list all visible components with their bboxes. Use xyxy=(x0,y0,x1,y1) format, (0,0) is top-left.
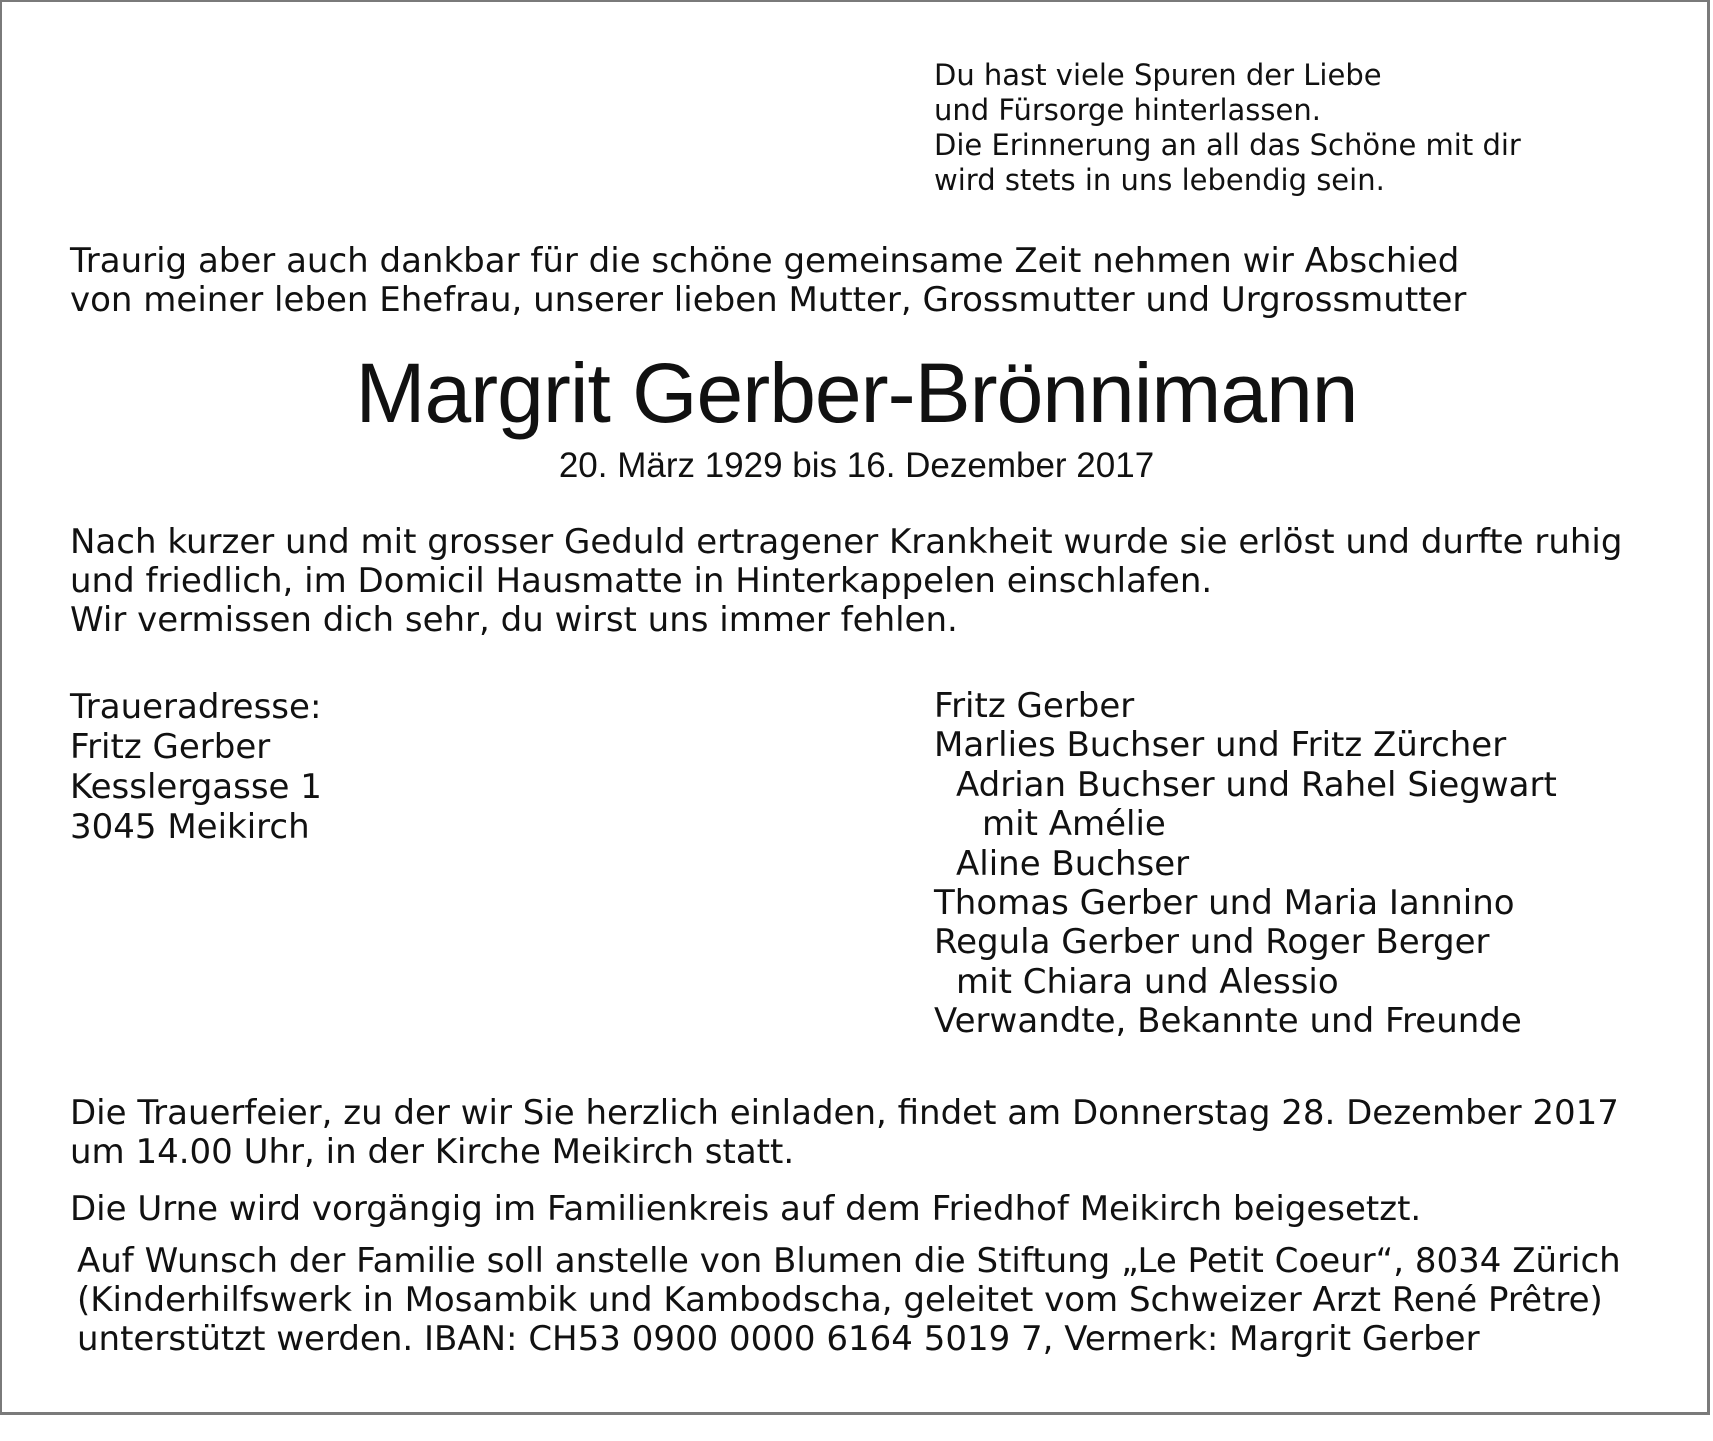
address-street: Kesslergasse 1 xyxy=(70,767,322,807)
message-line: Nach kurzer und mit grosser Geduld ertragener Krankheit wurde sie erlöst und durfte ruhig xyxy=(70,522,1623,562)
message-line: Wir vermissen dich sehr, du wirst uns immer fehlen. xyxy=(70,600,958,640)
intro-paragraph xyxy=(70,242,1466,320)
urn-line: Die Urne wird vorgängig im Familienkreis auf dem Friedhof Meikirch beigesetzt. xyxy=(70,1189,1422,1229)
message-paragraph xyxy=(70,523,1622,640)
service-line: um 14.00 Uhr, in der Kirche Meikirch statt. xyxy=(70,1132,795,1172)
donation-paragraph xyxy=(77,1242,1621,1359)
address-name: Fritz Gerber xyxy=(70,727,271,767)
life-dates: 20. März 1929 bis 16. Dezember 2017 xyxy=(558,446,1155,485)
mourner-entry: mit Chiara und Alessio xyxy=(956,961,1339,1002)
mourner-entry: Regula Gerber und Roger Berger xyxy=(934,922,1490,963)
mourners-list xyxy=(934,687,1557,1042)
intro-line: Traurig aber auch dankbar für die schöne gemeinsame Zeit nehmen wir Abschied xyxy=(70,241,1460,281)
mourner-entry: Thomas Gerber und Maria Iannino xyxy=(934,883,1515,924)
donation-line: unterstützt werden. IBAN: CH53 0900 0000 6164 5019 7, Vermerk: Margrit Gerber xyxy=(77,1319,1480,1359)
mourning-address xyxy=(70,687,322,847)
service-paragraph xyxy=(70,1094,1619,1172)
mourner-entry: Adrian Buchser und Rahel Siegwart xyxy=(956,764,1557,805)
mourner-entry: mit Amélie xyxy=(982,804,1166,845)
donation-line: Auf Wunsch der Familie soll anstelle von Blumen die Stiftung „Le Petit Coeur“, 8034 Zürich xyxy=(77,1241,1621,1281)
service-line: Die Trauerfeier, zu der wir Sie herzlich einladen, findet am Donnerstag 28. Dezember 2017 xyxy=(70,1093,1619,1133)
mourner-entry: Aline Buchser xyxy=(956,843,1190,884)
intro-line: von meiner leben Ehefrau, unserer lieben Mutter, Grossmutter und Urgrossmutter xyxy=(70,280,1467,320)
verse-line: Die Erinnerung an all das Schöne mit dir xyxy=(934,128,1521,162)
mourner-entry: Fritz Gerber xyxy=(934,686,1135,726)
urn-paragraph xyxy=(70,1190,1421,1229)
address-label: Traueradresse: xyxy=(70,687,322,727)
mourner-entry: Marlies Buchser und Fritz Zürcher xyxy=(934,725,1507,766)
verse-line: wird stets in uns lebendig sein. xyxy=(934,163,1385,197)
deceased-name: Margrit Gerber-Brönnimann xyxy=(355,346,1358,440)
verse xyxy=(934,58,1521,198)
verse-line: und Fürsorge hinterlassen. xyxy=(934,93,1321,127)
address-city: 3045 Meikirch xyxy=(70,807,310,847)
message-line: und friedlich, im Domicil Hausmatte in Hinterkappelen einschlafen. xyxy=(70,561,1213,601)
donation-line: (Kinderhilfswerk in Mosambik und Kambodscha, geleitet vom Schweizer Arzt René Prêtre) xyxy=(77,1280,1603,1320)
mourner-entry: Verwandte, Bekannte und Freunde xyxy=(934,1001,1522,1042)
verse-line: Du hast viele Spuren der Liebe xyxy=(934,58,1382,92)
